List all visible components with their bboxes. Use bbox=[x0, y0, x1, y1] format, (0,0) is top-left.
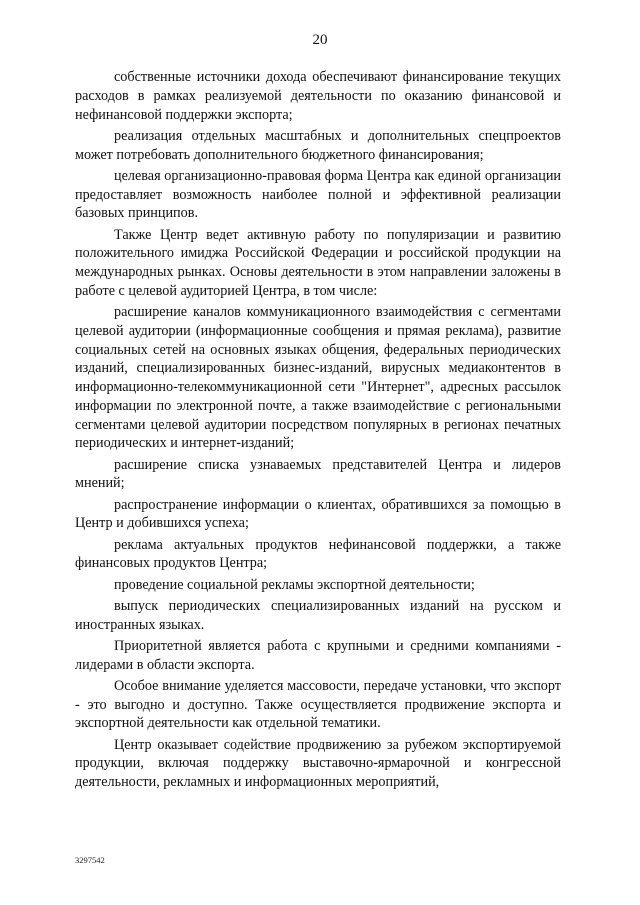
paragraph: реклама актуальных продуктов нефинансовой поддержки, а также финансовых продуктов Центра; bbox=[75, 536, 561, 572]
paragraph: Центр оказывает содействие продвижению за рубежом экспортируемой продукции, включая поддержку выставочно-ярмарочной и конгрессной деятельности, рекламных и информационных мероприятий, bbox=[75, 736, 561, 790]
paragraph: целевая организационно-правовая форма Центра как единой организации предоставляет возможность наиболее полной и эффективной реализации базовых принципов. bbox=[75, 167, 561, 222]
paragraph: Приоритетной является работа с крупными и средними компаниями - лидерами в области экспорта. bbox=[75, 637, 561, 673]
paragraph: расширение каналов коммуникационного взаимодействия с сегментами целевой аудитории (информационные сообщения и прямая реклама), развитие социальных сетей на основных языках общения, федеральных периодических изданий, специализированных бизнес-изданий, вирусных медиаконтентов в информационно-телекоммуникационной сети "Интернет", адресных рассылок информации по электронной почте, а также взаимодействие с региональными сегментами целевой аудитории посредством популярных в регионах печатных периодических и интернет-изданий; bbox=[75, 304, 561, 452]
paragraph: реализация отдельных масштабных и дополнительных спецпроектов может потребовать дополнительного бюджетного финансирования; bbox=[75, 127, 561, 163]
paragraph: распространение информации о клиентах, обратившихся за помощью в Центр и добившихся успеха; bbox=[75, 496, 561, 532]
paragraph: Также Центр ведет активную работу по популяризации и развитию положительного имиджа Российской Федерации и российской продукции на международных рынках. Основы деятельности в этом направлении заложены в работе с целевой аудиторией Центра, в том числе: bbox=[75, 226, 561, 299]
paragraph: проведение социальной рекламы экспортной деятельности; bbox=[114, 576, 475, 593]
paragraph: выпуск периодических специализированных изданий на русском и иностранных языках. bbox=[75, 597, 561, 633]
paragraph: Особое внимание уделяется массовости, передаче установки, что экспорт - это выгодно и доступно. Также осуществляется продвижение экспорта и экспортной деятельности как отдельной тематики. bbox=[75, 677, 561, 732]
paragraph: собственные источники дохода обеспечивают финансирование текущих расходов в рамках реализуемой деятельности по оказанию финансовой и нефинансовой поддержки экспорта; bbox=[75, 69, 561, 123]
document-code: 3297542 bbox=[75, 855, 105, 865]
paragraph: расширение списка узнаваемых представителей Центра и лидеров мнений; bbox=[75, 456, 561, 492]
page-number: 20 bbox=[312, 32, 328, 48]
document-body bbox=[75, 68, 561, 794]
